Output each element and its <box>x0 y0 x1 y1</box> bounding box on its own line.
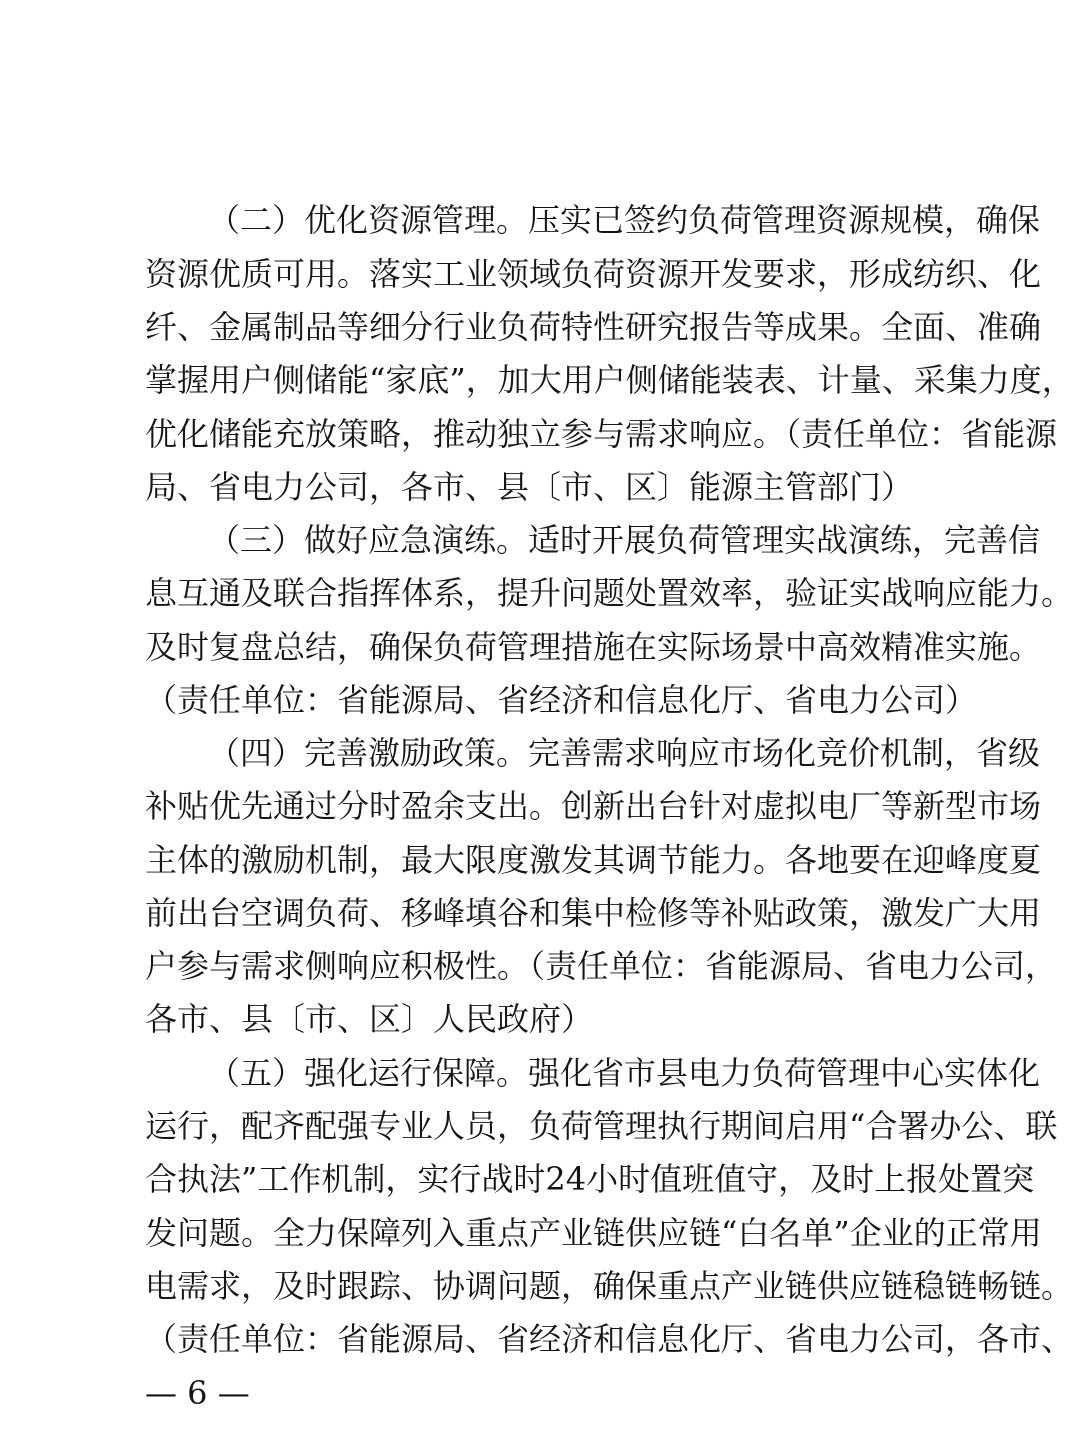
text-line: 电需求，及时跟踪、协调问题，确保重点产业链供应链稳链畅链。 <box>145 1267 1074 1305</box>
text-line: 及时复盘总结，确保负荷管理措施在实际场景中高效精准实施。 <box>145 628 1042 666</box>
text-line: 资源优质可用。落实工业领域负荷资源开发要求，形成纺织、化 <box>145 255 1042 293</box>
text-line: 前出台空调负荷、移峰填谷和集中检修等补贴政策，激发广大用 <box>145 894 1042 932</box>
text-line: 掌握用户侧储能“家底”，加大用户侧储能装表、计量、采集力度， <box>145 361 1074 399</box>
text-line: 局、省电力公司，各市、县〔市、区〕能源主管部门） <box>145 468 914 506</box>
text-line: 纤、金属制品等细分行业负荷特性研究报告等成果。全面、准确 <box>145 308 1042 346</box>
text-line: （责任单位：省能源局、省经济和信息化厅、省电力公司） <box>145 681 978 719</box>
text-line: 主体的激励机制，最大限度激发其调节能力。各地要在迎峰度夏 <box>145 841 1042 879</box>
text-line: 优化储能充放策略，推动独立参与需求响应。（责任单位：省能源 <box>145 415 1058 453</box>
text-line: 发问题。全力保障列入重点产业链供应链“白名单”企业的正常用 <box>145 1214 1042 1252</box>
text-line: 运行，配齐配强专业人员，负荷管理执行期间启用“合署办公、联 <box>145 1107 1058 1145</box>
text-line: 息互通及联合指挥体系，提升问题处置效率，验证实战响应能力。 <box>145 574 1074 612</box>
text-line: （三）做好应急演练。适时开展负荷管理实战演练，完善信 <box>208 521 1041 559</box>
text-line: （二）优化资源管理。压实已签约负荷管理资源规模，确保 <box>208 201 1041 239</box>
text-line: （责任单位：省能源局、省经济和信息化厅、省电力公司，各市、 <box>145 1320 1074 1358</box>
text-line: （五）强化运行保障。强化省市县电力负荷管理中心实体化 <box>208 1054 1041 1092</box>
text-line: 户参与需求侧响应积极性。（责任单位：省能源局、省电力公司， <box>145 947 1058 985</box>
page-number: — 6 — <box>145 1374 250 1412</box>
text-line: 各市、县〔市、区〕人民政府） <box>145 1000 594 1038</box>
text-line: 合执法”工作机制，实行战时24小时值班值守，及时上报处置突 <box>145 1160 1035 1198</box>
text-line: （四）完善激励政策。完善需求响应市场化竞价机制，省级 <box>208 734 1041 772</box>
text-line: 补贴优先通过分时盈余支出。创新出台针对虚拟电厂等新型市场 <box>145 787 1042 825</box>
